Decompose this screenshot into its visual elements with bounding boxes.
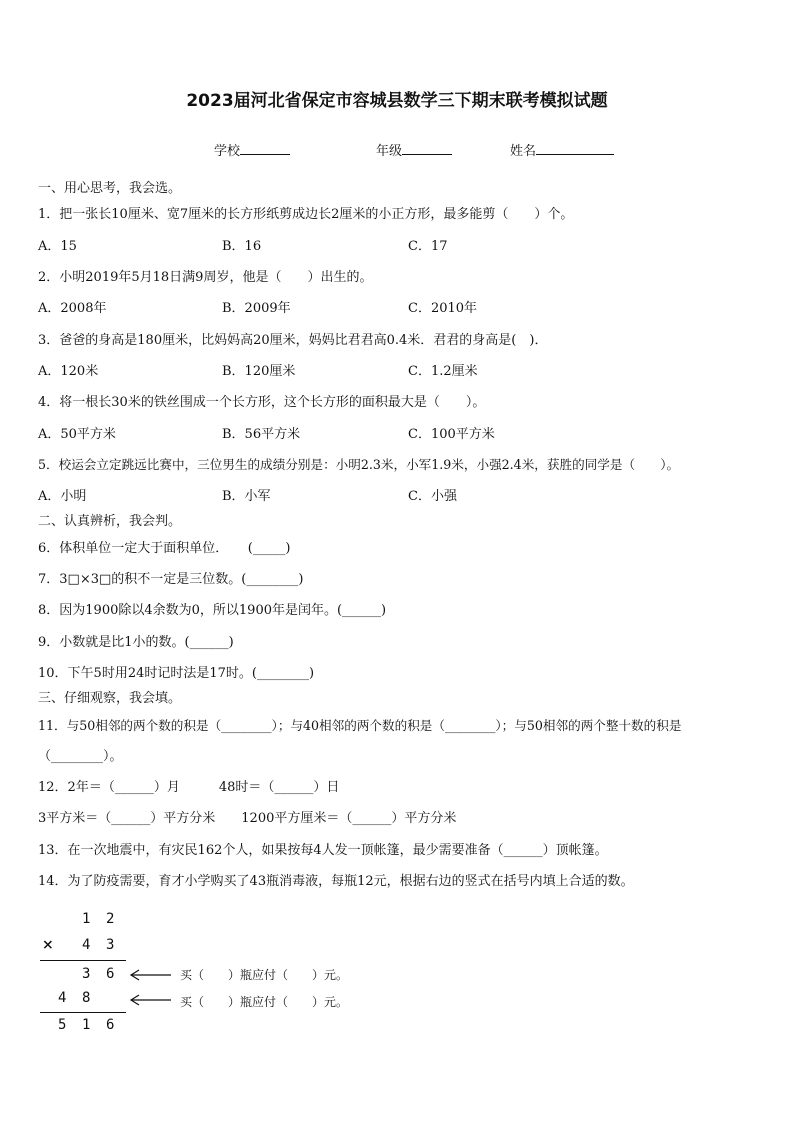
q4-option-a[interactable]: A．50平方米 bbox=[38, 427, 116, 442]
calc-note-2[interactable]: 买（ ）瓶应付（ ）元。 bbox=[180, 995, 349, 1009]
question-2: 2．小明2019年5月18日满9周岁，他是（ ）出生的。 bbox=[38, 270, 373, 285]
q1-option-c[interactable]: C．17 bbox=[408, 239, 448, 254]
school-label: 学校 bbox=[214, 144, 241, 159]
question-8[interactable]: 8．因为1900除以4余数为0，所以1900年是闰年。(______) bbox=[38, 603, 387, 618]
q4-option-c[interactable]: C．100平方米 bbox=[408, 427, 495, 442]
name-blank[interactable] bbox=[536, 142, 614, 155]
section-2-heading: 二、认真辨析，我会判。 bbox=[38, 514, 182, 529]
question-12-line-2[interactable]: 3平方米＝（______）平方分米 1200平方厘米＝（______）平方分米 bbox=[38, 811, 457, 826]
grade-field[interactable] bbox=[376, 140, 452, 159]
calc-row4-digit-1: 4 bbox=[58, 990, 67, 1006]
question-9[interactable]: 9．小数就是比1小的数。(______) bbox=[38, 635, 234, 650]
calc-row1-digit-2: 2 bbox=[106, 911, 115, 927]
q5-option-c[interactable]: C．小强 bbox=[408, 489, 457, 504]
school-blank[interactable] bbox=[240, 142, 290, 155]
left-arrow-icon bbox=[128, 993, 172, 1007]
calc-row5-digit-3: 6 bbox=[106, 1017, 115, 1033]
grade-blank[interactable] bbox=[402, 142, 452, 155]
q4-option-b[interactable]: B．56平方米 bbox=[222, 427, 301, 442]
calc-row5-digit-2: 1 bbox=[82, 1017, 91, 1033]
question-1: 1．把一张长10厘米、宽7厘米的长方形纸剪成边长2厘米的小正方形，最多能剪（ ）个。 bbox=[38, 207, 574, 222]
q3-option-a[interactable]: A．120米 bbox=[38, 364, 99, 379]
question-14: 14．为了防疫需要，育才小学购买了43瓶消毒液，每瓶12元，根据右边的竖式在括号内填上合适的数。 bbox=[38, 874, 634, 889]
calc-row3-digit-1: 3 bbox=[82, 966, 91, 982]
left-arrow-icon bbox=[128, 968, 172, 982]
section-3-heading: 三、仔细观察，我会填。 bbox=[38, 691, 182, 706]
school-field[interactable] bbox=[214, 140, 290, 159]
page-title: 2023届河北省保定市容城县数学三下期末联考模拟试题 bbox=[186, 91, 608, 111]
section-1-heading: 一、用心思考，我会选。 bbox=[38, 181, 182, 196]
calc-row4-digit-2: 8 bbox=[82, 990, 91, 1006]
question-5: 5．校运会立定跳远比赛中，三位男生的成绩分别是：小明2.3米，小军1.9米，小强2.4米，获胜的同学是（ ）。 bbox=[38, 457, 680, 472]
name-label: 姓名 bbox=[510, 144, 537, 159]
question-12-line-1[interactable]: 12．2年＝（______）月 48时＝（______）日 bbox=[38, 780, 340, 795]
calc-row5-digit-1: 5 bbox=[58, 1017, 67, 1033]
calc-row1-digit-1: 1 bbox=[82, 911, 91, 927]
q5-option-b[interactable]: B．小军 bbox=[222, 489, 271, 504]
question-7[interactable]: 7．3□×3□的积不一定是三位数。(________) bbox=[38, 572, 304, 587]
calc-divider-1 bbox=[40, 960, 126, 961]
question-3: 3．爸爸的身高是180厘米，比妈妈高20厘米，妈妈比君君高0.4米．君君的身高是( )． bbox=[38, 333, 548, 348]
calc-row2-digit-1: 4 bbox=[82, 937, 91, 953]
question-6[interactable]: 6．体积单位一定大于面积单位． (_____) bbox=[38, 541, 291, 556]
q3-option-c[interactable]: C．1.2厘米 bbox=[408, 364, 478, 379]
q5-option-a[interactable]: A．小明 bbox=[38, 489, 87, 504]
q2-option-c[interactable]: C．2010年 bbox=[408, 301, 478, 316]
question-11-line-2[interactable]: （________）。 bbox=[38, 749, 123, 764]
q2-option-b[interactable]: B．2009年 bbox=[222, 301, 291, 316]
question-10[interactable]: 10．下午5时用24时记时法是17时。(________) bbox=[38, 666, 315, 681]
calc-row3-digit-2: 6 bbox=[106, 966, 115, 982]
grade-label: 年级 bbox=[376, 144, 403, 159]
q1-option-b[interactable]: B．16 bbox=[222, 239, 262, 254]
q1-option-a[interactable]: A．15 bbox=[38, 239, 77, 254]
question-13[interactable]: 13．在一次地震中，有灾民162个人，如果按每4人发一顶帐篷，最少需要准备（______）顶帐篷。 bbox=[38, 843, 608, 858]
calc-note-1[interactable]: 买（ ）瓶应付（ ）元。 bbox=[180, 968, 349, 982]
name-field[interactable] bbox=[510, 140, 614, 159]
question-4: 4．将一根长30米的铁丝围成一个长方形，这个长方形的面积最大是（ ）。 bbox=[38, 395, 486, 410]
calc-divider-2 bbox=[40, 1012, 126, 1013]
multiply-sign: × bbox=[42, 937, 54, 953]
calc-row2-digit-2: 3 bbox=[106, 937, 115, 953]
question-11-line-1[interactable]: 11．与50相邻的两个数的积是（________）；与40相邻的两个数的积是（________）；与50相邻的两个整十数的积是 bbox=[38, 718, 682, 733]
q2-option-a[interactable]: A．2008年 bbox=[38, 301, 107, 316]
q3-option-b[interactable]: B．120厘米 bbox=[222, 364, 296, 379]
